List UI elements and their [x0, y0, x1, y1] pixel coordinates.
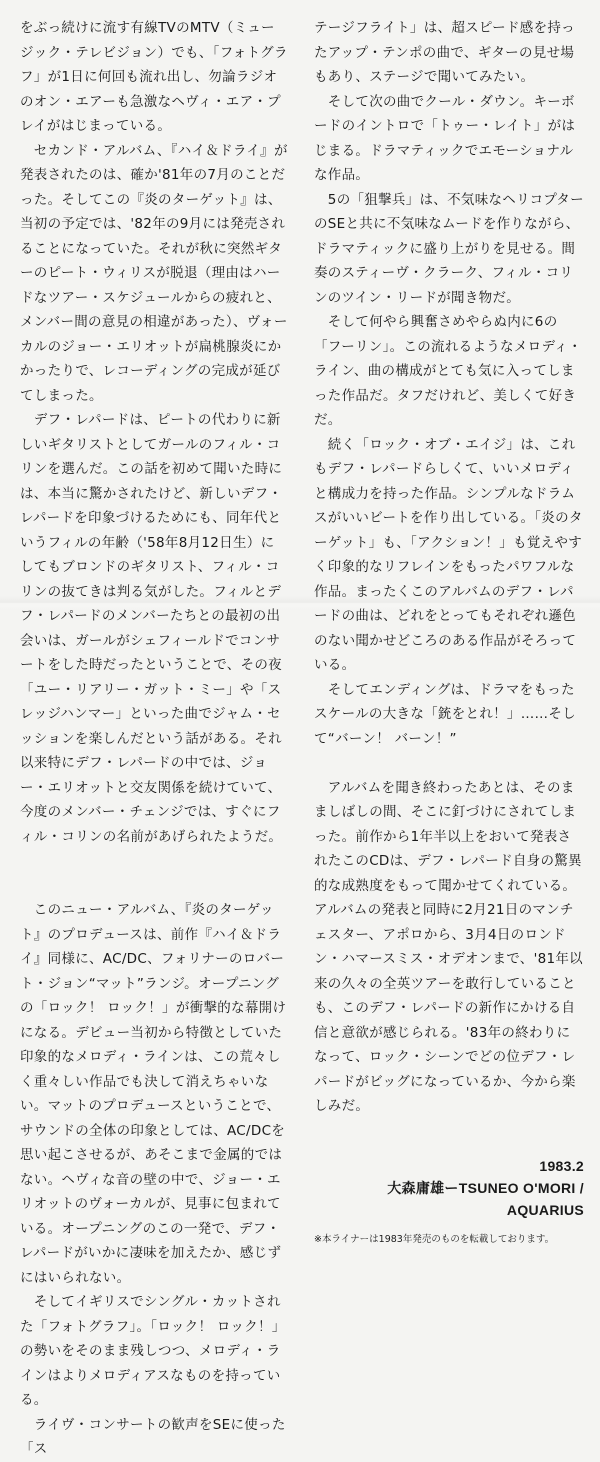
paragraph: そして次の曲でクール・ダウン。キーボードのイントロで「トゥー・レイト」がはじまる。ドラマティックでエモーショナルな作品。 — [314, 93, 576, 183]
paragraph: デフ・レパードは、ピートの代わりに新しいギタリストとしてガールのフィル・コリンを選んだ。この話を初めて聞いた時には、本当に驚かされたけど、新しいデフ・レパードを印象づけるためにも、同年代というフィルの年齢（'58年8月12日生）にしてもブロンドのギタリスト、フィル・コリンの抜てきは判る気がした。フィルとデフ・レパードのメンバーたちとの最初の出会いは、ガールがシェフィールドでコンサートをした時だったということで、その夜「ユー・リアリー・ガット・ミー」や「スレッジハンマー」といった曲でジャム・セッションを楽しんだという話がある。それ以来特にデフ・レパードの中では、ジョー・エリオットと交友関係を続けていて、今度のメンバー・チェンジでは、すぐにフィル・コリンの名前があげられたようだ。 — [20, 412, 283, 845]
date: 1983.2 — [539, 1157, 584, 1174]
paragraph: そしてエンディングは、ドラマをもったスケールの大きな「銃をとれ！」……そして“バーン！ バーン！” — [314, 681, 576, 747]
left-column — [20, 16, 288, 1462]
paragraph: をぶっ続けに流す有線TVのMTV（ミュージック・テレビジョン）でも、「フォトグラフ」が1日に何回も流れ出し、勿論ラジオのオン・エアーも急激なヘヴィ・エア・プレイがはじまっている。 — [20, 20, 288, 134]
paragraph: そしてイギリスでシングル・カットされた「フォトグラフ」。「ロック！ ロック！」の勢いをそのまま残しつつ、メロディ・ラインはよりメロディアスなものを持っている。 — [20, 1294, 286, 1408]
paragraph: 5の「狙撃兵」は、不気味なヘリコプターのSEと共に不気味なムードを作りながら、ドラマティックに盛り上がりを見せる。間奏のスティーヴ・クラーク、フィル・コリンのツイン・リードが聞き物だ。 — [314, 191, 584, 306]
paragraph: 続く「ロック・オブ・エイジ」は、これもデフ・レパードらしくて、いいメロディと構成力を持った作品。シンプルなドラムスがいいビートを作り出している。「炎のターゲット」も、「アクション！」も覚えやすく印象的なリフレインをもったパワフルな作品。まったくこのアルバムのデフ・レパードの曲は、どれをとってもそれぞれ遜色のない聞かせどころのある作品がそろっている。 — [314, 436, 583, 673]
signature-block — [314, 1155, 584, 1221]
paragraph: セカンド・アルバム、『ハイ＆ドライ』が発表されたのは、確か'81年の7月のことだった。そしてこの『炎のターゲット』は、当初の予定では、'82年の9月には発売されることになっていた。それが秋に突然ギターのピート・ウィリスが脱退（理由はハードなツアー・スケジュールからの疲れと、メンバー間の意見の相違があった）、ヴォーカルのジョー・エリオットが扁桃腺炎にかかったりで、レコーディングの完成が延びてしまった。 — [20, 142, 288, 404]
paragraph: このニュー・アルバム、『炎のターゲット』のプロデュースは、前作『ハイ＆ドライ』同様に、AC/DC、フォリナーのロバート・ジョン“マット”ランジ。オープニングの「ロック！ ロック！」が衝撃的な幕開けになる。デビュー当初から特徴としていた印象的なメロディ・ラインは、この荒々しく重々しい作品でも決して消えちゃいない。マットのプロデュースということで、サウンドの全体の印象としては、AC/DCを思い起こさせるが、あそこまで金属的ではない。ヘヴィな音の壁の中で、ジョー・エリオットのヴォーカルが、見事に包まれている。オープニングのこの一発で、デフ・レパードがいかに凄味を加えたか、感じずにはいられない。 — [20, 902, 287, 1286]
author: 大森庸雄ーTSUNEO O'MORI / AQUARIUS — [387, 1179, 584, 1218]
paragraph: ライヴ・コンサートの歓声をSEに使った「ス — [20, 1416, 286, 1457]
right-column — [314, 16, 584, 1247]
paragraph: そして何やら興奮さめやらぬ内に6の「フーリン」。この流れるようなメロディ・ライン、曲の構成がとても気に入ってしまった作品だ。タフだけれど、美しくて好きだ。 — [314, 314, 582, 428]
paragraph: テージフライト」は、超スピード感を持ったアップ・テンポの曲で、ギターの見せ場もあり、ステージで聞いてみたい。 — [314, 20, 575, 85]
paragraph: アルバムを聞き終わったあとは、そのまましばしの間、そこに釘づけにされてしまった。前作から1年半以上をおいて発表されたこのCDは、デフ・レパード自身の驚異的な成熟度をもって聞かせてくれている。アルバムの発表と同時に2月21日のマンチェスター、アポロから、3月4日のロンドン・ハマースミス・オデオンまで、'81年以来の久々の全英ツアーを敢行していることも、このデフ・レパードの新作にかける自信と意欲が感じられる。'83年の終わりになって、ロック・シーンでどの位デフ・レパードがビッグになっているか、今から楽しみだ。 — [314, 779, 583, 1114]
reprint-note: ※本ライナーは1983年発売のものを転載しております。 — [314, 1233, 555, 1245]
